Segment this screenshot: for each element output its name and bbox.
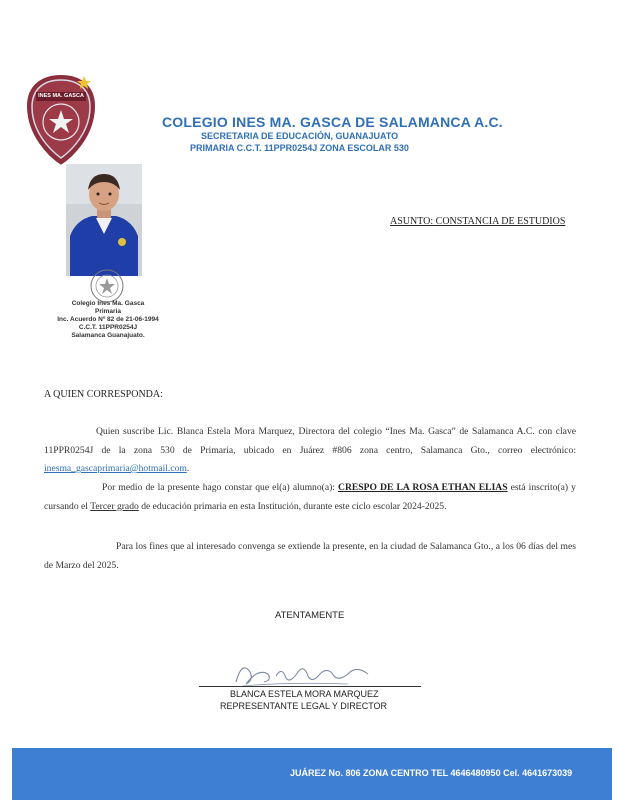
student-photo (66, 164, 142, 276)
paragraph-closing: Para los fines que al interesado convenga se extiende la presente, en la ciudad de Salamanca Gto., a los 06 días del mes de Marzo del 2025. (44, 541, 576, 571)
student-name: CRESPO DE LA ROSA ETHAN ELIAS (338, 482, 508, 493)
school-crest-icon (22, 70, 100, 170)
logo-text: INES MA. GASCA (38, 93, 84, 99)
secretaria-line: SECRETARIA DE EDUCACIÓN, GUANAJUATO (201, 131, 399, 141)
cct-line: PRIMARIA C.C.T. 11PPR0254J ZONA ESCOLAR 530 (190, 143, 409, 153)
school-title: COLEGIO INES MA. GASCA DE SALAMANCA A.C. (162, 114, 503, 130)
greeting: A QUIEN CORRESPONDA: (44, 389, 163, 400)
email-link[interactable]: inesma_gascaprimaria@hotmail.com (44, 463, 187, 474)
signature-line (199, 686, 421, 687)
atentamente: ATENTAMENTE (275, 610, 345, 621)
paragraph-text: Quien suscribe Lic. Blanca Estela Mora Marquez, Directora del colegio “Ines Ma. Gasca” de Salamanca A.C. con clave 11PPR0254J de la zona 530 de Primaria, ubicado en Juárez #806 zona centro, Salamanca Gto., correo electrónico: (44, 426, 576, 456)
director-name: BLANCA ESTELA MORA MARQUEZ (230, 689, 379, 699)
paragraph-text: está inscrito(a) y cursando el (44, 482, 576, 512)
paragraph-text: Por medio de la presente hago constar que el(a) alumno(a): (102, 482, 339, 493)
stamp-line: Inc. Acuerdo Nº 82 de 21-06-1994 (57, 316, 159, 323)
grade-level: Tercer grado (90, 500, 139, 512)
stamp-line: Primaria (94, 308, 122, 315)
director-title: REPRESENTANTE LEGAL Y DIRECTOR (220, 701, 388, 711)
stamp-line: Colegio Ines Ma. Gasca (71, 300, 145, 307)
footer-bar (12, 748, 612, 800)
signature-icon (228, 654, 378, 690)
subject-value: CONSTANCIA DE ESTUDIOS (433, 216, 566, 227)
paragraph-text: de educación primaria en esta Institución, durante este ciclo escolar 2024-2025. (138, 500, 447, 512)
paragraph-text: . (186, 463, 190, 474)
stamp-line: Salamanca Guanajuato. (71, 332, 145, 339)
school-stamp (40, 300, 176, 340)
paragraph-intro (44, 423, 576, 479)
subject-line (390, 216, 565, 227)
paragraph-certification (44, 479, 576, 516)
stamp-line: C.C.T. 11PPR0254J (78, 324, 138, 331)
footer-address: JUÁREZ No. 806 ZONA CENTRO TEL 4646480950 Cel. 4641673039 (290, 768, 573, 778)
subject-label: ASUNTO: (390, 216, 434, 227)
